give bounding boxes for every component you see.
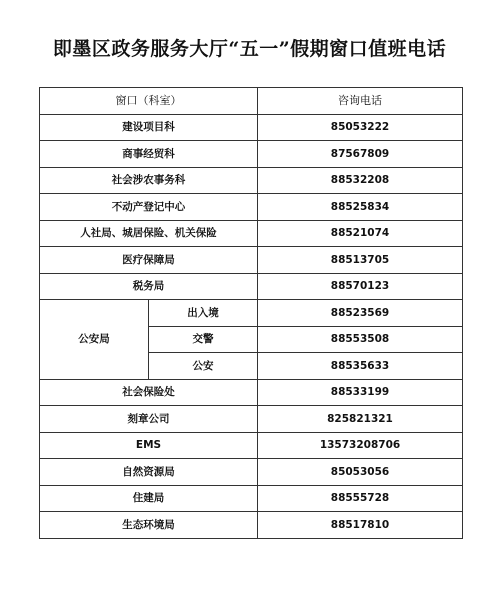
table-row: [40, 406, 463, 433]
table-row: [40, 379, 463, 406]
police-sub-window: 公安: [149, 353, 258, 380]
window-name: 社会涉农事务科: [40, 167, 258, 194]
header-phone: 咨询电话: [258, 88, 463, 115]
phone-number: 88555728: [258, 485, 463, 512]
table-row: [40, 485, 463, 512]
table-row: [40, 512, 463, 539]
police-group-label: 公安局: [40, 300, 149, 380]
phone-number: 88532208: [258, 167, 463, 194]
police-sub-window: 出入境: [149, 300, 258, 327]
document-title: 即墨区政务服务大厅“五一”假期窗口值班电话: [52, 38, 447, 60]
phone-number: 88535633: [258, 353, 463, 380]
window-name: 建设项目科: [40, 114, 258, 141]
phone-number: 88553508: [258, 326, 463, 353]
phone-number: 13573208706: [258, 432, 463, 459]
table-row: [40, 167, 463, 194]
window-name: 税务局: [40, 273, 258, 300]
window-name: 生态环境局: [40, 512, 258, 539]
window-name: 不动产登记中心: [40, 194, 258, 221]
table-row: [40, 273, 463, 300]
table-header-row: [40, 88, 463, 115]
window-name: 自然资源局: [40, 459, 258, 486]
phone-number: 825821321: [258, 406, 463, 433]
window-name: 住建局: [40, 485, 258, 512]
window-name: 医疗保障局: [40, 247, 258, 274]
phone-number: 85053056: [258, 459, 463, 486]
phone-number: 88570123: [258, 273, 463, 300]
table-row: [40, 432, 463, 459]
phone-number: 88521074: [258, 220, 463, 247]
phone-number: 88523569: [258, 300, 463, 327]
phone-number: 88525834: [258, 194, 463, 221]
table-row: [40, 114, 463, 141]
duty-phone-table: [39, 87, 463, 539]
window-name: 人社局、城居保险、机关保险: [40, 220, 258, 247]
table-row: [40, 220, 463, 247]
table-row: [40, 194, 463, 221]
phone-number: 87567809: [258, 141, 463, 168]
table-row: [40, 141, 463, 168]
table-row: [40, 300, 463, 327]
phone-number: 85053222: [258, 114, 463, 141]
police-sub-window: 交警: [149, 326, 258, 353]
table-row: [40, 247, 463, 274]
window-name: EMS: [40, 432, 258, 459]
table-row: [40, 459, 463, 486]
header-window: 窗口（科室）: [40, 88, 258, 115]
window-name: 刻章公司: [40, 406, 258, 433]
phone-number: 88517810: [258, 512, 463, 539]
phone-number: 88533199: [258, 379, 463, 406]
phone-number: 88513705: [258, 247, 463, 274]
window-name: 社会保险处: [40, 379, 258, 406]
window-name: 商事经贸科: [40, 141, 258, 168]
